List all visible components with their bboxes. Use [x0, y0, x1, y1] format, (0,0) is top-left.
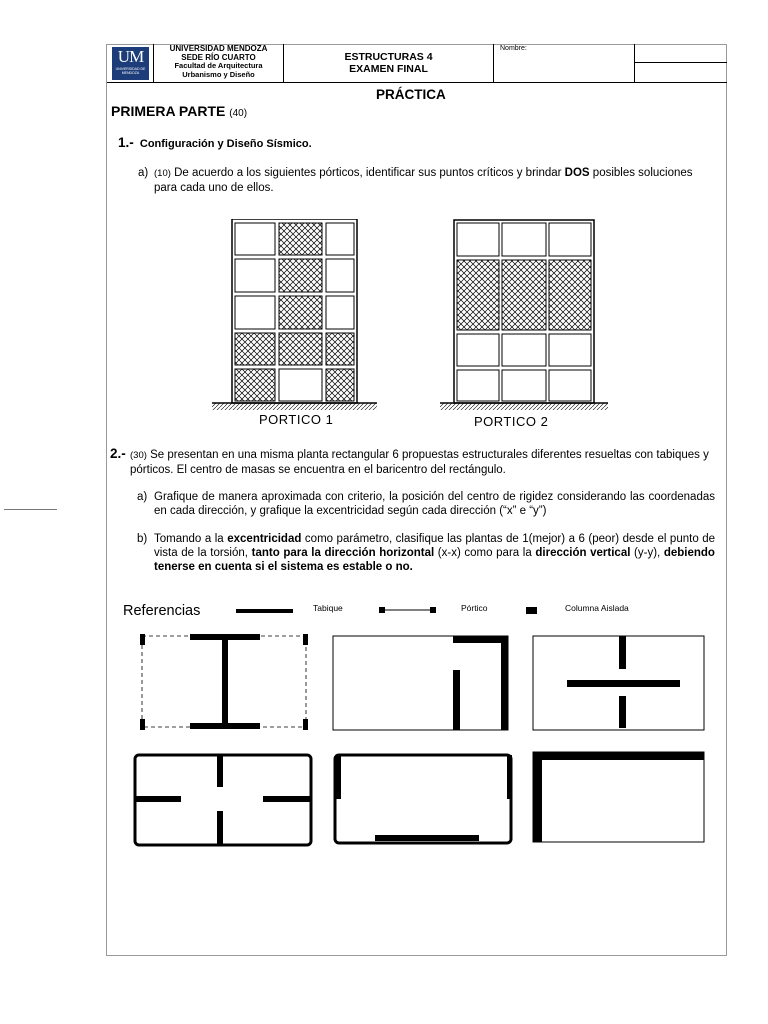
question-2-number-wrap: [110, 447, 130, 477]
plan-2-outline: [333, 636, 508, 730]
exam-header: [107, 44, 727, 83]
question-2b-t2: como parámetro, clasifique las plantas de 1(mejor) a 6 (peor) desde el punto de vista de la torsión,: [154, 533, 716, 559]
plan-2-right-wall: [501, 636, 508, 730]
question-2-body: [130, 447, 714, 477]
plan-2-inner-wall: [453, 670, 460, 730]
question-1-number: 1.-: [118, 135, 134, 150]
plan-4-top-wall: [217, 755, 223, 787]
portico-symbol-node-left: [379, 607, 385, 613]
plan-5-right-wall: [507, 755, 512, 799]
portico-1-drawing: [212, 219, 377, 419]
plan-4-right-wall: [263, 796, 311, 802]
exam-cell: [284, 44, 494, 83]
portico-2-ground-hatch: [440, 403, 608, 410]
question-2b-row: [137, 532, 715, 574]
course-name: ESTRUCTURAS 4: [344, 51, 433, 63]
portico-2-label: PORTICO 2: [474, 414, 549, 429]
question-2b-label: b): [137, 533, 148, 545]
plan-6-top-wall: [533, 752, 704, 760]
question-2b-t4: (y-y),: [634, 547, 661, 559]
references-title: Referencias: [123, 603, 201, 619]
part-label: PRIMERA PARTE: [111, 103, 226, 119]
question-1-heading: [118, 136, 312, 151]
question-1-title: Configuración y Diseño Sísmico.: [139, 138, 312, 150]
question-1a-text-after: posibles soluciones para cada uno de ellos.: [154, 167, 693, 194]
plan-6-left-wall: [533, 752, 542, 842]
question-2a: [137, 490, 715, 518]
grade-cell: [635, 44, 727, 83]
question-2-number: 2.-: [110, 446, 126, 461]
faculty-line-2: Urbanismo y Diseño: [182, 69, 255, 79]
margin-rule: [4, 509, 57, 510]
name-field[interactable]: [494, 44, 635, 83]
plan-5-bottom-wall: [375, 835, 479, 841]
plan-4-bottom-wall: [217, 811, 223, 845]
portico-1-ground-hatch: [212, 403, 377, 410]
plan-1: [138, 633, 310, 733]
plan-4: [131, 751, 315, 851]
section-title: PRÁCTICA: [376, 87, 446, 102]
logo-cell: [107, 44, 154, 83]
portico-2-bays: [457, 223, 591, 401]
plan-5-outline: [335, 755, 511, 843]
question-1a-body: [154, 166, 698, 195]
plan-5: [331, 751, 515, 851]
plan-6-outline: [533, 752, 704, 842]
question-2a-label: a): [137, 491, 148, 503]
question-2b-b2: tanto para la dirección horizontal: [251, 547, 435, 559]
question-2b-body: [154, 532, 715, 574]
question-2b-t1: Tomando a la: [154, 533, 224, 545]
university-cell: [154, 44, 284, 83]
question-2b: [137, 532, 715, 574]
question-2: [110, 447, 714, 477]
question-2b-b1: excentricidad: [227, 533, 302, 545]
name-label: Nombre:: [500, 45, 527, 52]
part-heading: [111, 102, 247, 123]
plan-1-web-wall: [222, 636, 228, 726]
portico-1-bays: [235, 223, 354, 401]
question-2a-row: [137, 490, 715, 518]
question-1a-bold: DOS: [564, 167, 590, 179]
plan-2-top-wall: [453, 636, 508, 643]
portico-2-drawing: [440, 219, 608, 419]
university-logo: UM UNIVERSIDAD DE MENDOZA: [112, 47, 149, 80]
part-points: (40): [229, 108, 248, 119]
campus-name: SEDE RÍO CUARTO: [181, 52, 256, 62]
question-2a-text: Grafique de manera aproximada con criterio, la posición del centro de rigidez considerando las coordenadas en cada dirección, y grafique la excentricidad según cada dirección (“x” e “y”): [154, 491, 715, 517]
grade-divider: [635, 62, 727, 63]
columna-symbol: [526, 607, 537, 614]
exam-name: EXAMEN FINAL: [349, 63, 428, 75]
plan-3-horizontal-wall: [567, 680, 680, 687]
question-2b-t3: (x-x) como para la: [437, 547, 532, 559]
plan-3-top-wall: [619, 636, 626, 669]
plan-3: [531, 634, 707, 734]
plan-6: [531, 750, 707, 846]
university-name: UNIVERSIDAD MENDOZA: [169, 44, 268, 53]
question-2-points: (30): [130, 450, 147, 461]
question-2-row: [110, 447, 714, 477]
plan-2: [331, 634, 511, 734]
question-1a-row: [138, 166, 698, 195]
question-1a-label: a): [138, 167, 149, 179]
tabique-label: Tabique: [313, 603, 343, 613]
question-2b-b4: debiendo tenerse en cuenta si el sistema es estable o no.: [154, 547, 715, 573]
plan-5-left-wall: [335, 755, 341, 799]
question-2b-b3: dirección vertical: [535, 547, 631, 559]
portico-symbol-node-right: [430, 607, 436, 613]
plan-3-bottom-wall: [619, 696, 626, 728]
question-2-text: Se presentan en una misma planta rectangular 6 propuestas estructurales diferentes resueltas con tabiques y pórticos. El centro de masas se encuentra en el baricentro del rectángulo.: [130, 449, 709, 476]
portico-label: Pórtico: [461, 603, 488, 613]
tabique-symbol: [236, 609, 293, 613]
plan-4-left-wall: [135, 796, 181, 802]
faculty-line-1: Facultad de Arquitectura: [174, 61, 263, 70]
columna-label: Columna Aislada: [565, 603, 629, 613]
question-1a-points: (10): [154, 168, 171, 179]
question-1a: [138, 166, 698, 195]
question-1a-text-before: De acuerdo a los siguientes pórticos, identificar sus puntos críticos y brindar: [174, 167, 562, 179]
portico-1-label: PORTICO 1: [259, 412, 334, 427]
